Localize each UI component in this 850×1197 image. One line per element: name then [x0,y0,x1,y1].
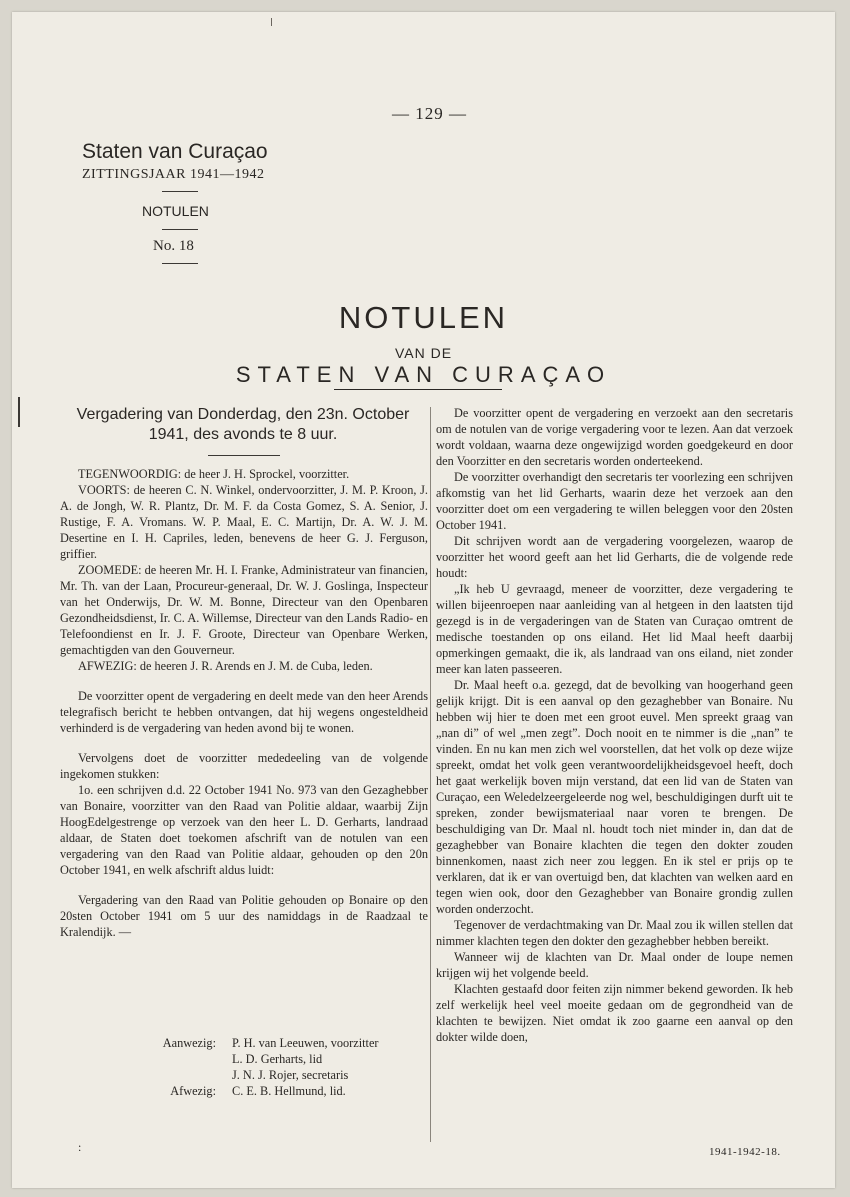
paragraph-speech: Wanneer wij de klachten van Dr. Maal onder de loupe nemen krijgen wij het volgende beeld. [436,950,793,980]
present-member: J. N. J. Rojer, secretaris [232,1068,349,1082]
masthead-rule [162,229,198,230]
masthead-rule [162,263,198,264]
masthead-session: ZITTINGSJAAR 1941—1942 [82,167,265,182]
attendance-row [60,1067,428,1083]
masthead-section: NOTULEN [142,203,209,219]
document-page [12,12,835,1188]
title-underline [334,389,502,390]
paragraph-opening: De voorzitter opent de vergadering en deelt mede van den heer Arends telegrafisch bericht te hebben ontvangen, dat hij wegens ongesteldheid verhinderd is de vergadering van heden avond bij te wonen. [60,689,428,735]
paragraph-minutes-read: De voorzitter opent de vergadering en verzoekt aan den secretaris om de notulen van de vorige vergadering voor te lezen. Aan dat verzoek wordt voldaan, waarna deze ongewijzigd worden goedgekeurd en door den Voorzitter en den secretaris worden onderteekend. [436,406,793,468]
absent-label: Afwezig: [170,1084,216,1098]
heading-rule [208,455,280,456]
paragraph-council-meeting: Vergadering van den Raad van Politie gehouden op Bonaire op den 20sten October 1941 om 5 uur des namiddags in de Raadzaal te Kralendijk. — [60,893,428,939]
paragraph-members: VOORTS: de heeren C. N. Winkel, ondervoorzitter, J. M. P. Kroon, J. A. de Jongh, W. R. Plantz, Dr. M. F. da Costa Gomez, S. A. Senior, J. Rustige, F. A. Vromans. W. P. Maal, E. C. Martijn, Dr. A. W. J. M. Desertine en I. H. Capriles, leden, benevens de heer G. J. Ferguson, griffier. [60,483,428,561]
title-assembly: STATEN VAN CURAÇAO [235,362,612,387]
attendance-row [60,1035,428,1051]
meeting-heading: Vergadering van Donderdag, den 23n. October 1941, des avonds te 8 uur. [76,406,410,443]
right-column [436,405,793,1045]
left-column [60,466,428,940]
masthead-body: Staten van Curaçao [82,140,268,163]
paragraph-speech: Tegenover de verdachtmaking van Dr. Maal zou ik willen stellen dat nimmer klachten tegen den dokter den gezaghebber hebben bereikt. [436,918,793,948]
absent-member: C. E. B. Hellmund, lid. [232,1084,346,1098]
paragraph-letter: 1o. een schrijven d.d. 22 October 1941 No. 973 van den Gezaghebber van Bonaire, voorzitter van den Raad van Politie aldaar, waarbij Zijn HoogEdelgestrenge op verzoek van den heer L. D. Gerharts, landraad aldaar, de Staten doet toekomen afschrift van de notulen van een vergadering van den Raad van Politie aldaar, gehouden op den 20n October 1941, en welk afschrift aldus luidt: [60,783,428,877]
present-member: P. H. van Leeuwen, voorzitter [232,1036,379,1050]
title-connector: VAN DE [394,345,453,361]
paragraph-present: TEGENWOORDIG: de heer J. H. Sprockel, voorzitter. [78,467,350,481]
attendance-list [60,1035,428,1099]
paragraph-delegates: ZOOMEDE: de heeren Mr. H. I. Franke, Administrateur van financien, Mr. Th. van der Laan, Procureur-generaal, Dr. W. J. Goslinga, Inspecteur van het Onderwijs, Dr. W. M. Bonne, Directeur van den Openbaren Gezondheidsdienst, Ir. C. A. Willemse, Directeur van den Lands Radio- en Telefoondienst en Ir. J. F. Groote, Directeur van Openbare Werken, gemachtigden van den Gouverneur. [60,563,428,657]
main-title: NOTULEN [338,300,509,335]
paragraph-request: De voorzitter overhandigt den secretaris ter voorlezing een schrijven afkomstig van het lid Gerharts, waarin deze het verzoek aan den voorzitter doet om een vergadering te willen beleggen voor den 20sten October 1941. [436,470,793,532]
paragraph-absent: AFWEZIG: de heeren J. R. Arends en J. M. de Cuba, leden. [78,659,373,673]
masthead-number: No. 18 [153,238,194,254]
column-divider [430,407,431,1142]
paragraph-speech: „Ik heb U gevraagd, meneer de voorzitter, deze vergadering te willen bijeenroepen naar aanleiding van al hetgeen in den laatsten tijd gezegd is in de vergaderingen van de Staten van Curaçao omtrent de medische toestanden op ons eiland. Het lid Maal heeft daarbij opmerkingen gemaakt, die ik, als landraad van ons eiland, niet zonder meer kan laten passeeren. [436,582,793,676]
paragraph-speech-intro: Dit schrijven wordt aan de vergadering voorgelezen, waarop de voorzitter het woord geeft aan het lid Gerharts, die de volgende rede houdt: [436,534,793,580]
page-number: — 129 — [392,104,467,123]
margin-mark [18,397,20,427]
masthead-rule [162,191,198,192]
paragraph-speech: Klachten gestaafd door feiten zijn nimmer bekend geworden. Ik heb zelf werkelijk heel veel moeite gedaan om de gegrondheid van de klachten te bewijzen. Niet omdat ik zoo gaarne een aanval op den dokter wilde doen, [436,982,793,1044]
attendance-row [60,1051,428,1067]
present-label: Aanwezig: [162,1036,216,1050]
attendance-row [60,1083,428,1099]
present-member: L. D. Gerharts, lid [232,1052,323,1066]
paragraph-speech: Dr. Maal heeft o.a. gezegd, dat de bevolking van hoogerhand geen gelijk krijgt. Dit is een aanval op den gezaghebber van Bonaire. Nu hebben wij hier te doen met een groot euvel. Men spreekt graag van „nan di” of wel „men zegt”. Doch nooit en te nimmer is die „nan” te vinden. En nu kan men zich wel voorstellen, dat het volk op deze wijze spreekt, omdat het volk geen verantwoordelijkheidsgevoel heeft, doch het gaat werkelijk boven mijn verstand, dat een lid van de Staten van Curaçao, een Weledelzeergeleerde nog wel, beschuldigingen durft uit te spreken, zonder bewijsmateriaal naar voren te brengen. De beschuldiging van Dr. Maal nl. houdt toch niet minder in, dan dat de gezaghebber van Bonaire klachten die tegen den dokter zouden binnenkomen, naast zich neer zou leggen. En ik stel er prijs op te verklaren, dat ik er van overtuigd ben, dat klachten van welken aard en tegen wien ook, door den Gezaghebber van Bonaire grondig zullen worden onderzocht. [436,678,793,916]
paragraph-announcement: Vervolgens doet de voorzitter mededeeling van de volgende ingekomen stukken: [60,751,428,781]
footer-code: 1941-1942-18. [709,1146,781,1158]
binding-mark [271,18,272,26]
footer-mark: : [78,1140,82,1154]
